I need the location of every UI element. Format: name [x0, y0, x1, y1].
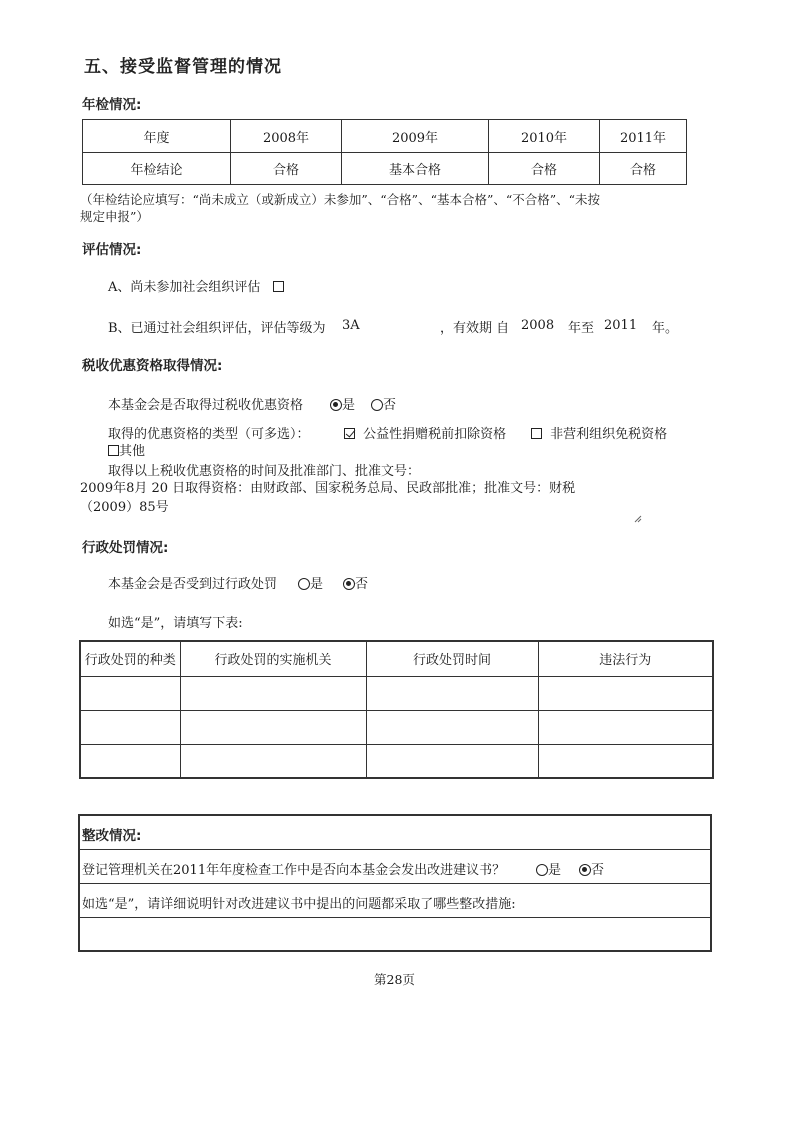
- tax-yes-radio[interactable]: [330, 399, 342, 411]
- evaluation-from-year-field[interactable]: 2008: [521, 318, 555, 333]
- tax-type-checkbox[interactable]: [344, 428, 355, 439]
- penalty-cell[interactable]: [80, 744, 180, 778]
- evaluation-valid-label: ，有效期 自: [440, 321, 510, 336]
- evaluation-option-a-checkbox[interactable]: [273, 281, 284, 292]
- result-cell[interactable]: 合格: [489, 153, 600, 185]
- result-header: 年检结论: [83, 153, 231, 185]
- rectification-no-option[interactable]: [579, 859, 604, 878]
- rectification-instruction-row: [80, 884, 710, 918]
- penalty-cell[interactable]: [366, 744, 538, 778]
- tax-type-option-1[interactable]: [344, 423, 506, 442]
- rectification-yes-radio[interactable]: [536, 864, 548, 876]
- resize-handle-icon[interactable]: [634, 515, 642, 523]
- penalty-question: 本基金会是否受到过行政处罚: [108, 577, 278, 592]
- tax-heading: 税收优惠资格取得情况:: [82, 358, 223, 374]
- penalty-cell[interactable]: [180, 676, 366, 710]
- tax-type-option-label: 其他: [119, 444, 146, 459]
- rectification-answer-field[interactable]: [80, 918, 710, 950]
- tax-type-checkbox[interactable]: [531, 428, 542, 439]
- evaluation-to-year-field[interactable]: 2011: [604, 318, 638, 333]
- penalty-column-header: 行政处罚的实施机关: [180, 641, 366, 676]
- penalty-yes-option[interactable]: [298, 573, 323, 592]
- evaluation-option-a[interactable]: [108, 276, 284, 295]
- penalty-no-option[interactable]: [343, 573, 368, 592]
- tax-question: 本基金会是否取得过税收优惠资格: [108, 398, 304, 413]
- rectification-yes-option[interactable]: [536, 859, 561, 878]
- result-cell[interactable]: 合格: [600, 153, 687, 185]
- tax-approval-text-line1: 2009年8月 20 日取得资格：由财政部、国家税务总局、民政部批准；批准文号：财税: [80, 481, 576, 496]
- evaluation-option-b-text: B、已通过社会组织评估，评估等级为: [108, 321, 326, 336]
- tax-approval-label: 取得以上税收优惠资格的时间及批准部门、批准文号：: [108, 464, 421, 479]
- penalty-no-label: 否: [355, 577, 369, 592]
- penalty-heading: 行政处罚情况:: [82, 540, 169, 556]
- penalty-cell[interactable]: [180, 710, 366, 744]
- evaluation-heading: 评估情况:: [82, 242, 142, 258]
- rectification-no-radio[interactable]: [579, 864, 591, 876]
- year-cell: 2011年: [600, 120, 687, 153]
- tax-no-radio[interactable]: [371, 399, 383, 411]
- tax-type-checkbox[interactable]: [108, 445, 119, 456]
- rectification-box: [78, 814, 712, 952]
- tax-type-option-3[interactable]: [108, 440, 145, 459]
- page-number: 第28页: [374, 972, 415, 987]
- result-cell[interactable]: 合格: [231, 153, 342, 185]
- tax-yes-label: 是: [342, 398, 356, 413]
- penalty-cell[interactable]: [366, 676, 538, 710]
- penalty-yes-label: 是: [310, 577, 324, 592]
- penalty-instruction: 如选“是”，请填写下表:: [108, 616, 243, 631]
- annual-check-note-line1: （年检结论应填写：“尚未成立（或新成立）未参加”、“合格”、“基本合格”、“不合格”、“未按: [80, 192, 601, 207]
- year-header: 年度: [83, 120, 231, 153]
- rectification-question: 登记管理机关在2011年年度检查工作中是否向本基金会发出改进建议书？: [82, 863, 506, 878]
- annual-check-note-line2: 规定申报”）: [80, 209, 149, 224]
- tax-type-label: 取得的优惠资格的类型（可多选）：: [108, 427, 310, 442]
- tax-no-label: 否: [383, 398, 397, 413]
- evaluation-option-a-label: A、尚未参加社会组织评估: [108, 280, 261, 295]
- penalty-column-header: 违法行为: [538, 641, 713, 676]
- rectification-no-label: 否: [591, 863, 605, 878]
- tax-approval-textarea[interactable]: [80, 477, 650, 525]
- section-title: 五、接受监督管理的情况: [84, 57, 282, 77]
- tax-no-option[interactable]: [371, 394, 396, 413]
- penalty-cell[interactable]: [80, 710, 180, 744]
- penalty-cell[interactable]: [366, 710, 538, 744]
- penalty-table: [79, 640, 714, 779]
- penalty-cell[interactable]: [538, 676, 713, 710]
- rectification-instruction: 如选“是”，请详细说明针对改进建议书中提出的问题都采取了哪些整改措施:: [82, 897, 516, 912]
- tax-approval-text-line2: （2009）85号: [80, 500, 169, 515]
- penalty-cell[interactable]: [180, 744, 366, 778]
- year-cell: 2010年: [489, 120, 600, 153]
- evaluation-grade-field[interactable]: 3A: [342, 318, 360, 333]
- penalty-column-header: 行政处罚时间: [366, 641, 538, 676]
- penalty-column-header: 行政处罚的种类: [80, 641, 180, 676]
- annual-check-heading: 年检情况:: [82, 97, 142, 113]
- result-cell[interactable]: 基本合格: [342, 153, 489, 185]
- rectification-yes-label: 是: [548, 863, 562, 878]
- year-cell: 2008年: [231, 120, 342, 153]
- tax-yes-option[interactable]: [330, 394, 355, 413]
- evaluation-to-label: 年至: [568, 321, 595, 336]
- penalty-cell[interactable]: [538, 710, 713, 744]
- year-cell: 2009年: [342, 120, 489, 153]
- tax-type-option-label: 公益性捐赠税前扣除资格: [363, 427, 507, 442]
- annual-check-table: [82, 119, 687, 185]
- penalty-no-radio[interactable]: [343, 578, 355, 590]
- penalty-cell[interactable]: [538, 744, 713, 778]
- tax-type-option-2[interactable]: [531, 423, 667, 442]
- rectification-question-row: [80, 850, 710, 884]
- rectification-heading-row: [80, 816, 710, 850]
- evaluation-year-suffix: 年。: [652, 321, 679, 336]
- penalty-yes-radio[interactable]: [298, 578, 310, 590]
- rectification-heading: 整改情况:: [82, 828, 142, 844]
- penalty-cell[interactable]: [80, 676, 180, 710]
- tax-type-option-label: 非营利组织免税资格: [550, 427, 668, 442]
